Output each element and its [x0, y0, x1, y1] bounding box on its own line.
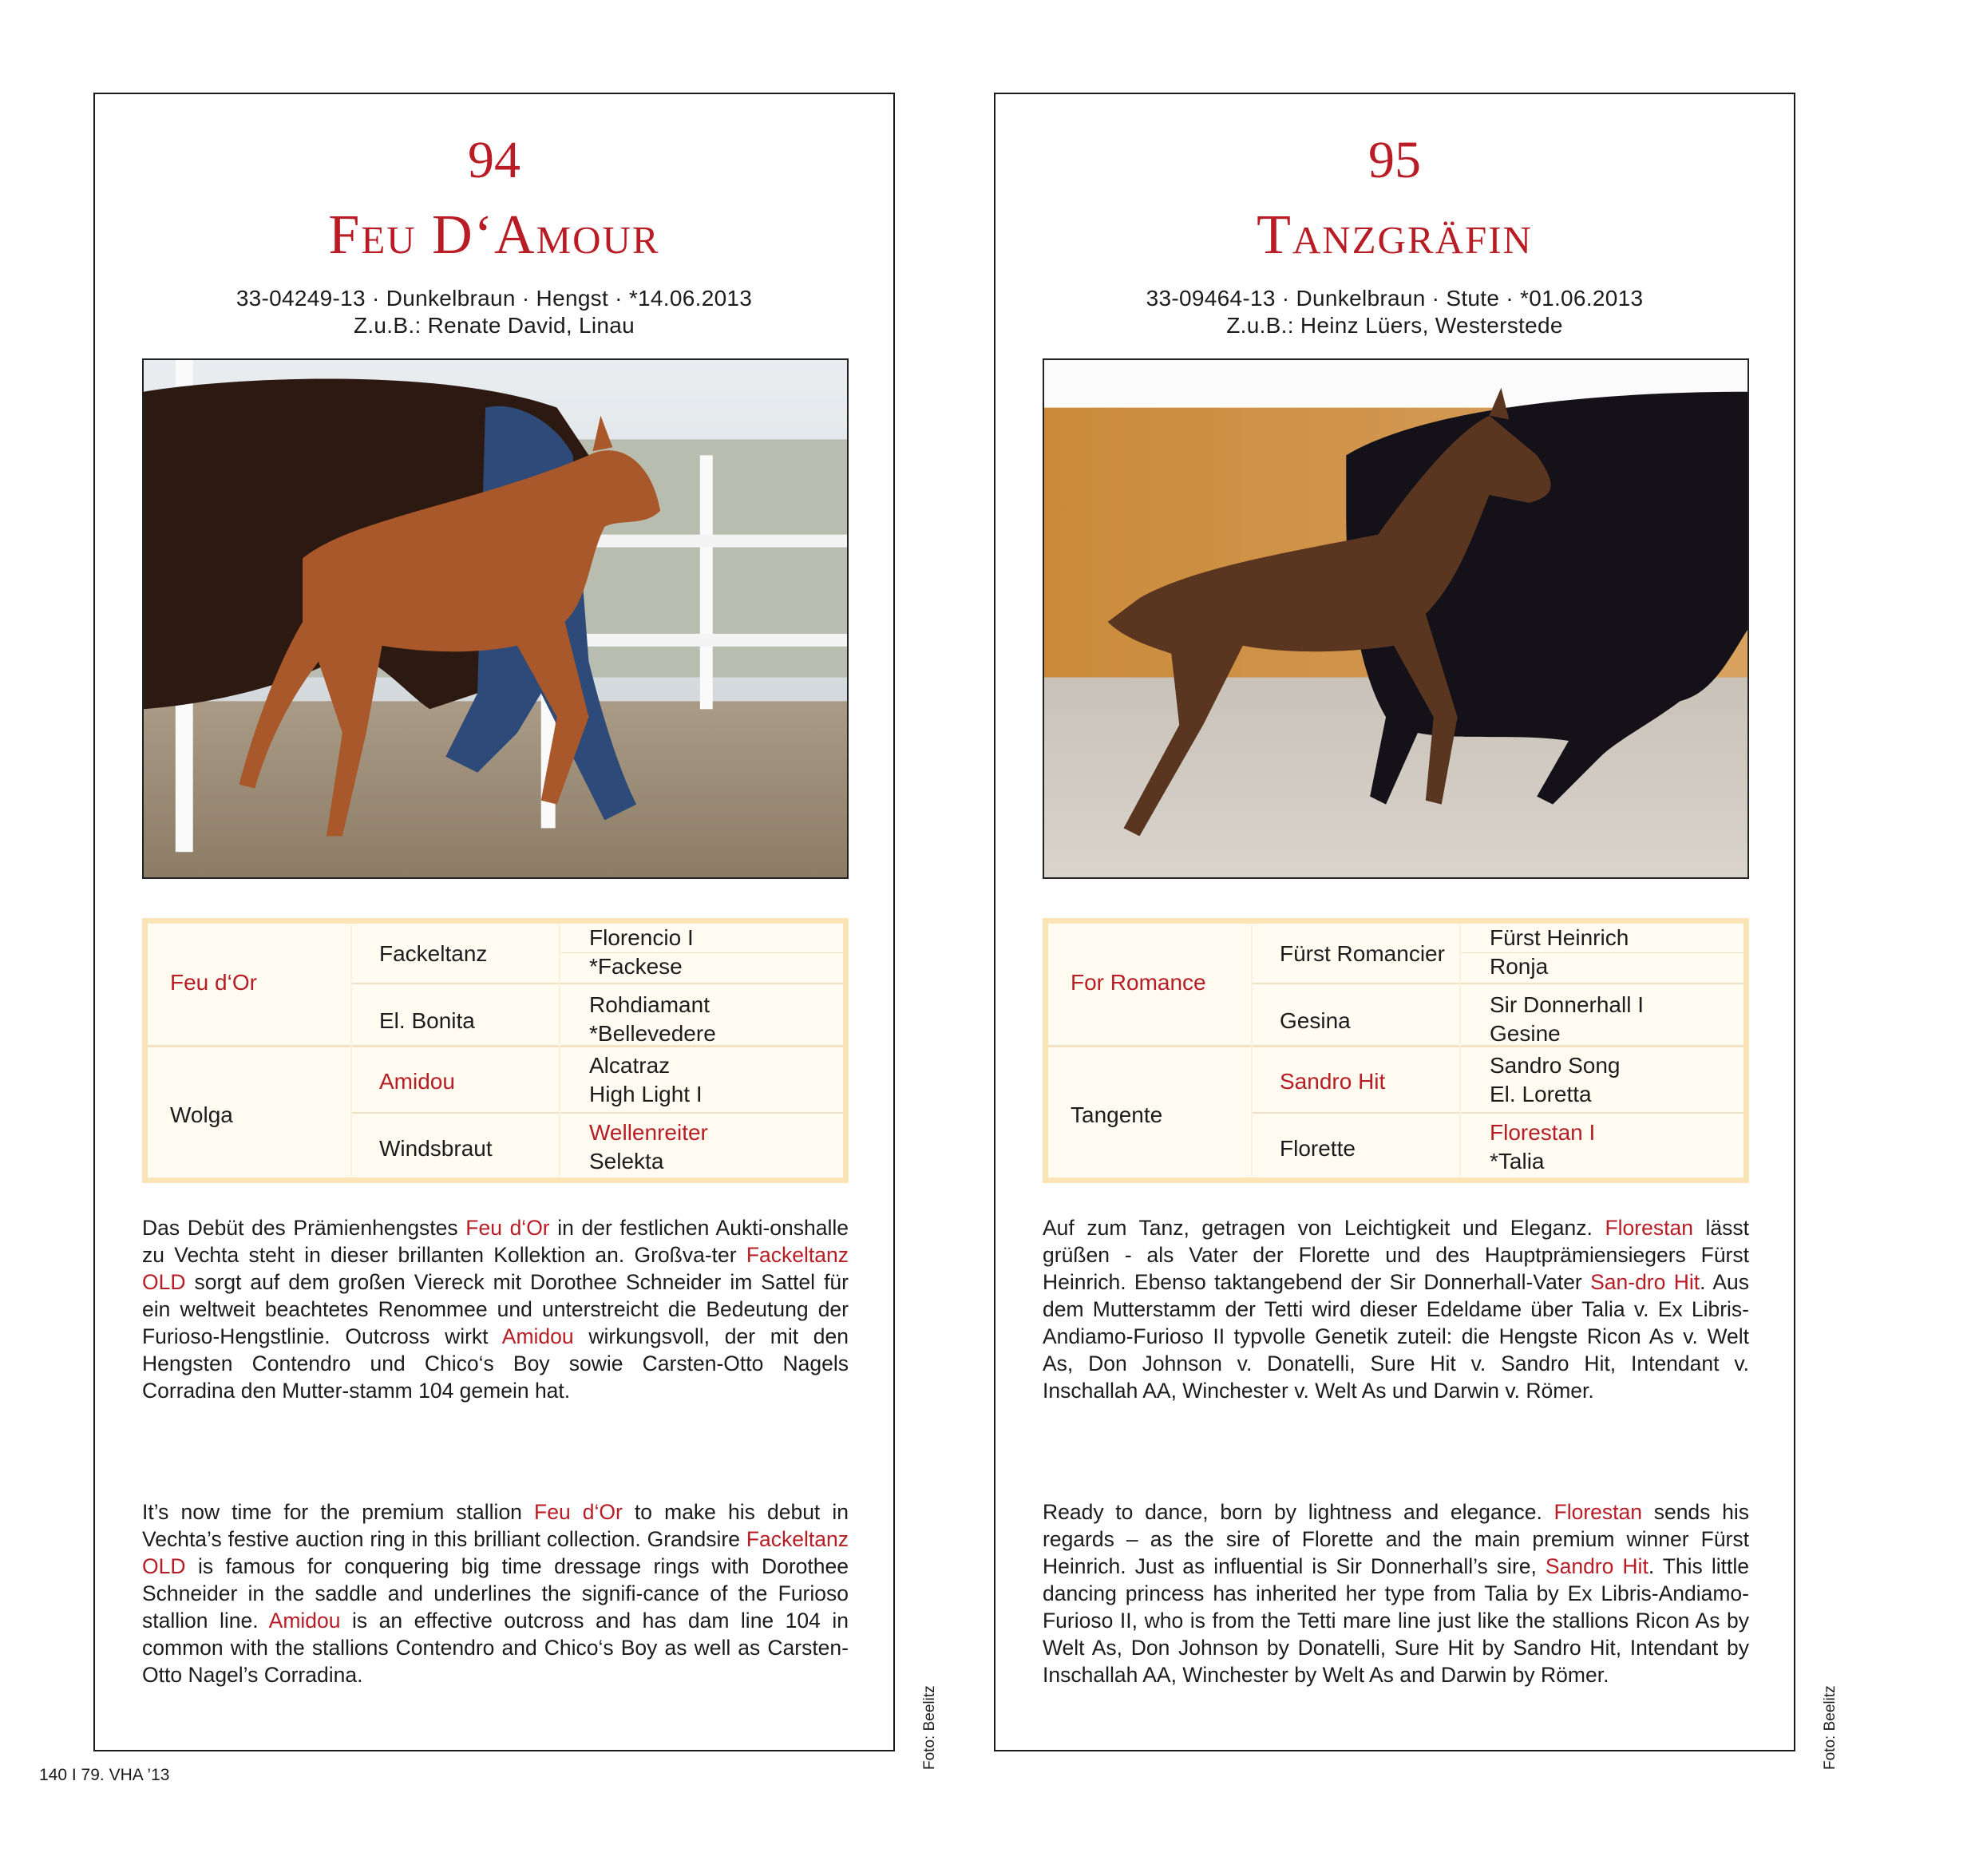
foal-photo: [142, 358, 849, 879]
pedigree-ssd: Ronja: [1490, 954, 1549, 979]
highlighted-name: Amidou: [501, 1324, 574, 1348]
pedigree-sdd: Gesine: [1490, 1021, 1561, 1046]
pedigree-dam: Wolga: [170, 1102, 233, 1127]
breeder: Z.u.B.: Heinz Lüers, Westerstede: [1226, 313, 1563, 338]
pedigree-table: [142, 918, 849, 1183]
highlighted-name: Florestan: [1554, 1500, 1643, 1524]
breeder: Z.u.B.: Renate David, Linau: [353, 313, 635, 338]
horse-details: 33-04249-13 · Dunkelbraun · Hengst · *14.06.2013: [236, 286, 753, 311]
pedigree-sire-dam: El. Bonita: [379, 1008, 475, 1033]
description-english: [142, 1498, 849, 1688]
text-segment: is an effective outcross and has dam line 104 in common with the stallions Contendro and Chico‘s Boy as well as Carsten-Otto Nagel’s Corradina.: [142, 1609, 849, 1687]
pedigree-sire: Feu d‘Or: [170, 970, 257, 995]
highlighted-name: Fackeltanz OLD: [142, 1527, 849, 1578]
text-segment: sorgt auf dem großen Viereck mit Dorothee Schneider im Sattel für ein weltweit beachtetes Renommee und unterstreicht die Bedeutung der Furioso-Hengstlinie. Outcross wirkt: [142, 1270, 849, 1348]
pedigree-dds: Florestan I: [1490, 1120, 1596, 1145]
highlighted-name: Florestan: [1605, 1216, 1693, 1240]
page-footer: 140 I 79. VHA ’13: [39, 1766, 170, 1784]
lot-card-94: [93, 93, 895, 1751]
foal-photo: [1043, 358, 1749, 879]
text-segment: lässt grüßen - als Vater der Florette und des Hauptprämiensiegers Fürst Heinrich. Ebenso taktangebend der Sir Donnerhall-Vater: [1043, 1216, 1749, 1294]
lot-number: 94: [468, 131, 520, 189]
photo-credit: Foto: Beelitz: [921, 1685, 938, 1770]
pedigree-dam-dam: Florette: [1280, 1136, 1356, 1161]
pedigree-dsd: High Light I: [589, 1082, 703, 1106]
pedigree-sss: Florencio I: [589, 925, 694, 950]
highlighted-name: San-dro Hit: [1590, 1270, 1700, 1294]
pedigree-sds: Sir Donnerhall I: [1490, 992, 1644, 1017]
pedigree-table: [1043, 918, 1749, 1183]
text-segment: It’s now time for the premium stallion: [142, 1500, 535, 1524]
foal-photo-illustration: [1044, 360, 1747, 877]
horse-details: 33-09464-13 · Dunkelbraun · Stute · *01.06.2013: [1146, 286, 1644, 311]
pedigree-dss: Alcatraz: [589, 1053, 671, 1078]
pedigree-sdd: *Bellevedere: [589, 1021, 716, 1046]
text-segment: is famous for conquering big time dressage rings with Dorothee Schneider in the saddle and underlines the signifi-cance of the Furioso stallion line.: [142, 1554, 849, 1633]
description-german: [1043, 1214, 1749, 1404]
lot-number: 95: [1368, 131, 1421, 189]
text-segment: . Aus dem Mutterstamm der Tetti wird dieser Edeldame über Talia v. Ex Libris-Andiamo-Furioso II typvolle Genetik zuteil: die Hengste Ricon As v. Welt As, Don Johnson v. Donatelli, Sure Hit v. Sandro Hit, Intendant v. Inschallah AA, Winchester v. Welt As und Darwin v. Römer.: [1043, 1270, 1749, 1403]
text-segment: in der festlichen Aukti-onshalle zu Vechta steht in dieser brillanten Kollektion an. Großva-ter: [142, 1216, 849, 1267]
text-segment: Ready to dance, born by lightness and elegance.: [1043, 1500, 1554, 1524]
pedigree-dam: Tangente: [1071, 1102, 1163, 1127]
pedigree-sss: Fürst Heinrich: [1490, 925, 1629, 950]
pedigree-dss: Sandro Song: [1490, 1053, 1621, 1078]
lot-card-95: [994, 93, 1795, 1751]
pedigree-dds: Wellenreiter: [589, 1120, 708, 1145]
highlighted-name: Feu d‘Or: [534, 1500, 623, 1524]
text-segment: Auf zum Tanz, getragen von Leichtigkeit und Eleganz.: [1043, 1216, 1605, 1240]
pedigree-dsd: El. Loretta: [1490, 1082, 1592, 1106]
pedigree-sire-sire: Fürst Romancier: [1280, 941, 1445, 966]
horse-name: Tanzgräfin: [1257, 204, 1533, 266]
text-segment: wirkungsvoll, der mit den Hengsten Contendro und Chico‘s Boy sowie Carsten-Otto Nagels Corradina den Mutter-stamm 104 gemein hat.: [142, 1324, 849, 1403]
text-segment: Das Debüt des Prämienhengstes: [142, 1216, 466, 1240]
pedigree-sire-dam: Gesina: [1280, 1008, 1351, 1033]
pedigree-sds: Rohdiamant: [589, 992, 710, 1017]
description-german: [142, 1214, 849, 1404]
pedigree-ssd: *Fackese: [589, 954, 683, 979]
highlighted-name: Amidou: [268, 1609, 341, 1633]
description-english: [1043, 1498, 1749, 1688]
foal-photo-illustration: [144, 360, 847, 877]
photo-credit: Foto: Beelitz: [1822, 1685, 1838, 1770]
highlighted-name: Fackeltanz OLD: [142, 1243, 849, 1294]
pedigree-sire: For Romance: [1071, 970, 1206, 995]
text-segment: sends his regards – as the sire of Florette and the main premium winner Fürst Heinrich. Just as influential is Sir Donnerhall’s sire,: [1043, 1500, 1749, 1578]
highlighted-name: Sandro Hit: [1545, 1554, 1649, 1578]
text-segment: to make his debut in Vechta’s festive auction ring in this brilliant collection. Grandsire: [142, 1500, 849, 1551]
text-segment: . This little dancing princess has inherited her type from Talia by Ex Libris-Andiamo-Furioso II, who is from the Tetti mare line just like the stallions Ricon As by Welt As, Don Johnson by Donatelli, Sure Hit by Sandro Hit, Intendant by Inschallah AA, Winchester by Welt As and Darwin by Römer.: [1043, 1554, 1749, 1687]
pedigree-sire-sire: Fackeltanz: [379, 941, 488, 966]
pedigree-ddd: *Talia: [1490, 1149, 1545, 1173]
pedigree-dam-sire: Sandro Hit: [1280, 1069, 1386, 1094]
pedigree-ddd: Selekta: [589, 1149, 664, 1173]
horse-name: Feu D‘Amour: [328, 204, 660, 266]
pedigree-dam-dam: Windsbraut: [379, 1136, 493, 1161]
highlighted-name: Feu d‘Or: [465, 1216, 550, 1240]
pedigree-dam-sire: Amidou: [379, 1069, 455, 1094]
